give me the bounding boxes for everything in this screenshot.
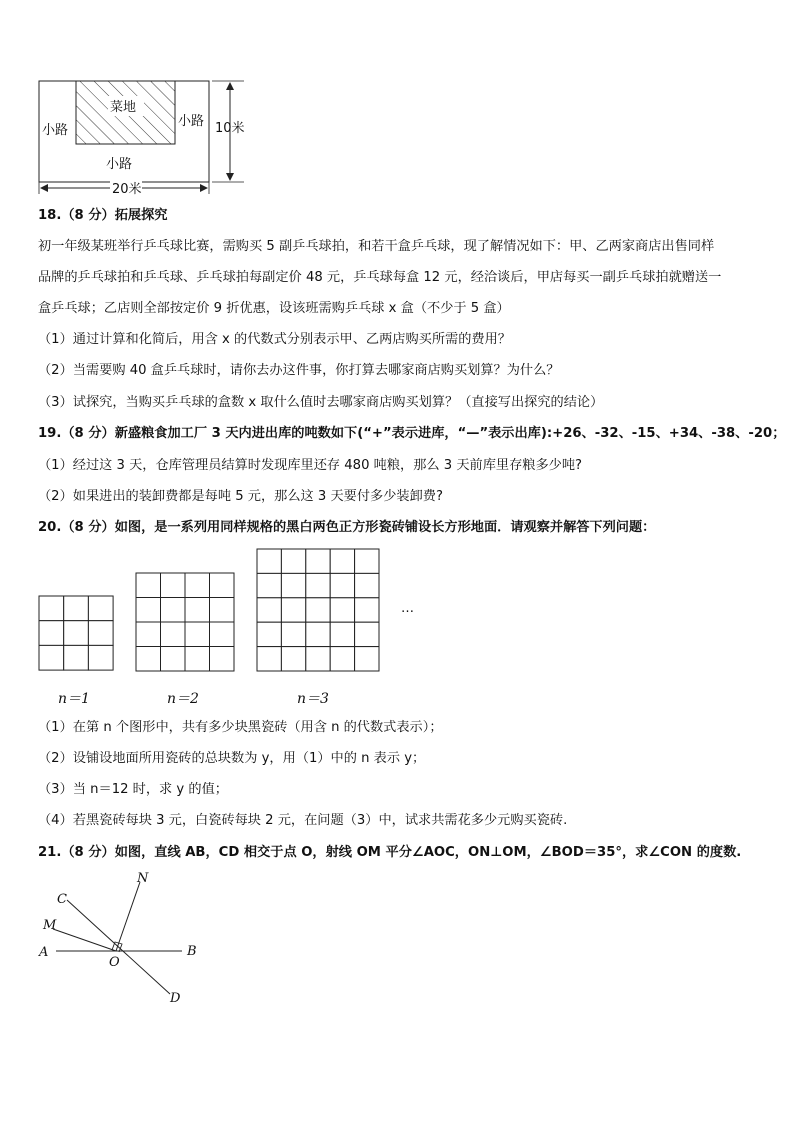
q18-body-line: 品牌的乒乓球拍和乒乓球、乒乓球拍每副定价 48 元，乒乓球每盒 12 元，经洽谈后，甲店每买一副乒乓球拍就赠送一 — [38, 270, 722, 285]
tile — [88, 645, 113, 670]
point-label-B: B — [187, 944, 197, 959]
q20-sub4: （4）若黑瓷砖每块 3 元，白瓷砖每块 2 元，在问题（3）中，试求共需花多少元购买瓷砖. — [38, 813, 568, 828]
q20-sub2: （2）设铺设地面所用瓷砖的总块数为 y，用（1）中的 n 表示 y； — [38, 751, 426, 766]
q19-sub2: （2）如果进出的装卸费都是每吨 5 元，那么这 3 天要付多少装卸费? — [38, 489, 443, 504]
q18-body-line: 盒乒乓球；乙店则全部按定价 9 折优惠，设该班需购乒乓球 x 盒（不少于 5 盒） — [38, 301, 510, 316]
point-label-C: C — [57, 892, 67, 907]
tile — [355, 647, 379, 671]
tile-grid-n2 — [136, 573, 234, 671]
tile — [355, 598, 379, 622]
tile — [88, 621, 113, 646]
angle-figure — [30, 866, 230, 1012]
tile — [355, 573, 379, 597]
q20-header: 20.（8 分）如图，是一系列用同样规格的黑白两色正方形瓷砖铺设长方形地面．请观察并解答下列问题： — [38, 520, 656, 535]
tile — [136, 647, 161, 672]
path-right-label: 小路 — [178, 114, 205, 129]
ray-OM — [53, 929, 116, 951]
tile — [330, 573, 354, 597]
q18-sub3: （3）试探究，当购买乒乓球的盒数 x 取什么值时去哪家商店购买划算？（直接写出探究的结论） — [38, 395, 604, 410]
width-dimension-label: 20米 — [112, 182, 142, 197]
height-dimension-label: 10米 — [215, 121, 245, 136]
tile — [257, 549, 281, 573]
tile — [281, 549, 305, 573]
garden-figure — [30, 74, 260, 200]
q18-header: 18.（8 分）拓展探究 — [38, 208, 168, 223]
tile — [281, 598, 305, 622]
tile-grid-n3 — [257, 549, 379, 671]
tile — [161, 573, 186, 598]
figure-label-n2: n＝2 — [167, 691, 199, 707]
tile — [281, 622, 305, 646]
tile — [136, 622, 161, 647]
figure-label-n3: n＝3 — [297, 691, 329, 707]
q18-body-line: 初一年级某班举行乒乓球比赛，需购买 5 副乒乓球拍，和若干盒乒乓球，现了解情况如下：甲、乙两家商店出售同样 — [38, 239, 715, 254]
tile — [355, 549, 379, 573]
tile — [306, 647, 330, 671]
tile — [185, 598, 210, 623]
tile — [39, 645, 64, 670]
point-label-N: N — [137, 871, 149, 886]
figure-label-n1: n＝1 — [58, 691, 90, 707]
point-label-A: A — [39, 945, 49, 960]
path-left-label: 小路 — [42, 123, 69, 138]
tile — [64, 645, 89, 670]
tile — [210, 598, 235, 623]
tile — [306, 549, 330, 573]
tile — [136, 598, 161, 623]
tile — [210, 647, 235, 672]
tile — [306, 598, 330, 622]
vegetable-plot-label: 菜地 — [110, 100, 137, 115]
tile — [257, 573, 281, 597]
q19-sub1: （1）经过这 3 天，仓库管理员结算时发现库里还存 480 吨粮，那么 3 天前库里存粮多少吨? — [38, 458, 583, 473]
tile-figures — [30, 540, 450, 680]
q21-header: 21.（8 分）如图，直线 AB，CD 相交于点 O，射线 OM 平分∠AOC，ON⊥OM，∠BOD＝35°，求∠CON 的度数. — [38, 845, 742, 860]
tile — [39, 621, 64, 646]
line-CD — [67, 900, 170, 994]
tile — [330, 647, 354, 671]
tile — [185, 647, 210, 672]
tile — [257, 598, 281, 622]
tile — [306, 622, 330, 646]
tile — [257, 622, 281, 646]
tile — [330, 549, 354, 573]
tile — [39, 596, 64, 621]
q18-sub2: （2）当需要购 40 盒乒乓球时，请你去办这件事，你打算去哪家商店购买划算？为什么？ — [38, 363, 560, 378]
path-bottom-label: 小路 — [106, 157, 133, 172]
q20-sub1: （1）在第 n 个图形中，共有多少块黑瓷砖（用含 n 的代数式表示）； — [38, 720, 443, 735]
tile — [210, 622, 235, 647]
tile — [306, 573, 330, 597]
tile — [161, 598, 186, 623]
tile — [330, 622, 354, 646]
tile — [161, 622, 186, 647]
tile — [210, 573, 235, 598]
tile — [64, 621, 89, 646]
tile — [185, 573, 210, 598]
point-label-D: D — [170, 991, 181, 1006]
tile — [136, 573, 161, 598]
q18-sub1: （1）通过计算和化简后，用含 x 的代数式分别表示甲、乙两店购买所需的费用？ — [38, 332, 511, 347]
tile-grid-n1 — [39, 596, 113, 670]
tile — [88, 596, 113, 621]
point-label-M: M — [43, 918, 57, 933]
tile — [257, 647, 281, 671]
tile — [185, 622, 210, 647]
q19-header: 19.（8 分）新盛粮食加工厂 3 天内进出库的吨数如下(“+”表示进库，“—”表示出库):+26、-32、-15、+34、-38、-20； — [38, 426, 786, 441]
tile — [64, 596, 89, 621]
tile — [281, 573, 305, 597]
tile — [355, 622, 379, 646]
tile — [161, 647, 186, 672]
ray-ON — [116, 882, 140, 951]
q20-sub3: （3）当 n＝12 时，求 y 的值； — [38, 782, 228, 797]
tile — [281, 647, 305, 671]
point-label-O: O — [109, 955, 120, 970]
tile — [330, 598, 354, 622]
series-ellipsis: … — [401, 601, 414, 616]
